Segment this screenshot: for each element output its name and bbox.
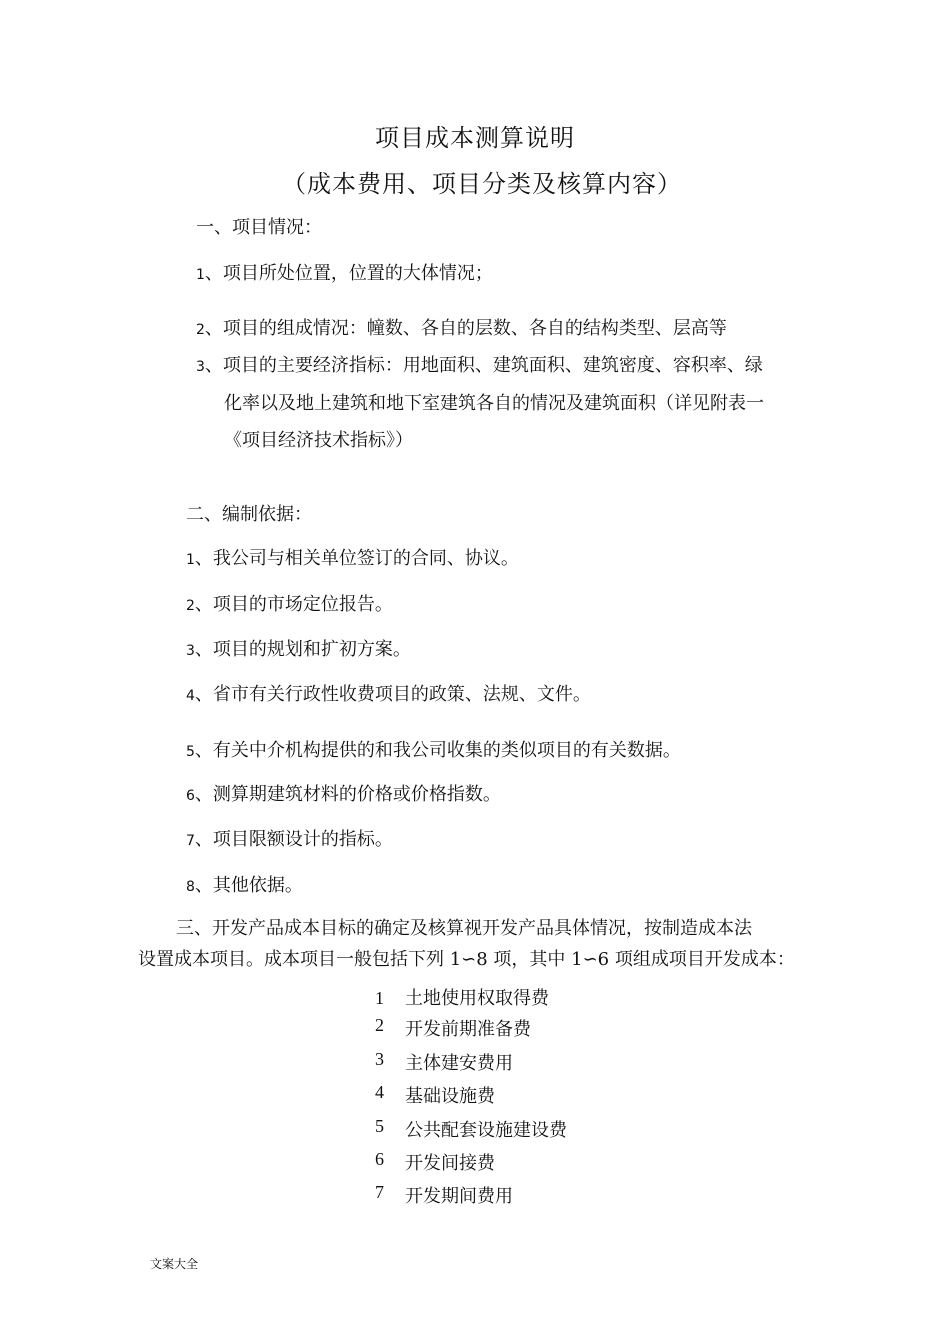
section1-heading: 一、项目情况： — [196, 217, 322, 238]
item-text: 、项目所处位置，位置的大体情况； — [204, 263, 493, 284]
section3-heading: 三、开发产品成本目标的确定及核算视开发产品具体情况， — [176, 918, 644, 939]
cost-item-5 — [375, 1116, 567, 1142]
cost-item-label: 开发期间费用 — [405, 1186, 513, 1207]
section2-item-7 — [186, 825, 393, 851]
item-text: 、有关中介机构提供的和我公司收集的类似项目的有关数据。 — [194, 740, 681, 761]
cost-item-number: 6 — [375, 1149, 384, 1169]
item-text: 、项目的规划和扩初方案。 — [194, 639, 411, 660]
section1-item-3-line3: 《项目经济技术指标》） — [224, 430, 413, 451]
section2-item-3 — [186, 635, 411, 661]
section1-item-3-line1 — [196, 351, 763, 377]
section2-item-6 — [186, 780, 501, 806]
document-title: 项目成本测算说明 — [375, 124, 575, 152]
document-subtitle: （成本费用、项目分类及核算内容） — [282, 170, 682, 198]
cost-item-label: 主体建安费用 — [405, 1053, 513, 1074]
page-footer: 文案大全 — [150, 1257, 199, 1271]
cost-item-number: 1 — [375, 988, 384, 1008]
cost-item-number: 2 — [375, 1015, 384, 1035]
cost-item-number: 4 — [375, 1082, 384, 1102]
item-number: 8 — [186, 879, 195, 895]
cost-item-6 — [375, 1149, 495, 1175]
item-number: 2 — [196, 322, 205, 338]
item-number: 3 — [186, 643, 195, 659]
item-number: 5 — [186, 744, 195, 760]
item-text: 、项目限额设计的指标。 — [194, 829, 393, 850]
cost-item-label: 开发前期准备费 — [405, 1019, 531, 1040]
item-number: 4 — [186, 688, 195, 704]
section1-item-1 — [196, 259, 493, 285]
section2-item-2 — [186, 590, 393, 616]
section2-item-8 — [186, 871, 303, 897]
section2-item-5 — [186, 736, 681, 762]
cost-item-4 — [375, 1082, 495, 1108]
cost-item-number: 7 — [375, 1182, 384, 1202]
item-number: 1 — [196, 267, 205, 283]
item-number: 2 — [186, 598, 195, 614]
section1-item-2 — [196, 314, 727, 340]
item-text: 、测算期建筑材料的价格或价格指数。 — [194, 784, 501, 805]
section2-item-4 — [186, 680, 591, 706]
cost-item-1 — [375, 984, 549, 1010]
item-text: 、项目的主要经济指标：用地面积、建筑面积、建筑密度、容积率、绿 — [204, 355, 763, 376]
section1-item-3-line2: 化率以及地上建筑和地下室建筑各自的情况及建筑面积（详见附表一 — [224, 393, 764, 414]
cost-item-2 — [375, 1015, 531, 1041]
section2-heading: 二、编制依据： — [186, 504, 312, 525]
cost-item-label: 土地使用权取得费 — [405, 988, 549, 1009]
item-number: 1 — [186, 552, 195, 568]
item-text: 、其他依据。 — [194, 875, 303, 896]
section3-line1-tail: 按制造成本法 — [644, 918, 752, 939]
section3-line1 — [176, 914, 752, 940]
item-text: 、省市有关行政性收费项目的政策、法规、文件。 — [194, 684, 591, 705]
cost-item-number: 5 — [375, 1116, 384, 1136]
section2-item-1 — [186, 544, 519, 570]
item-text: 、项目的市场定位报告。 — [194, 594, 393, 615]
cost-item-number: 3 — [375, 1049, 384, 1069]
cost-item-7 — [375, 1182, 513, 1208]
item-text: 、项目的组成情况：幢数、各自的层数、各自的结构类型、层高等 — [204, 318, 727, 339]
item-number: 7 — [186, 833, 195, 849]
item-number: 3 — [196, 359, 205, 375]
cost-item-label: 开发间接费 — [405, 1153, 495, 1174]
section3-line2: 设置成本项目。成本项目一般包括下列 1∽8 项，其中 1∽6 项组成项目开发成本： — [138, 949, 795, 970]
cost-item-label: 基础设施费 — [405, 1086, 495, 1107]
cost-item-label: 公共配套设施建设费 — [405, 1120, 567, 1141]
item-text: 、我公司与相关单位签订的合同、协议。 — [194, 548, 519, 569]
cost-item-3 — [375, 1049, 513, 1075]
item-number: 6 — [186, 788, 195, 804]
